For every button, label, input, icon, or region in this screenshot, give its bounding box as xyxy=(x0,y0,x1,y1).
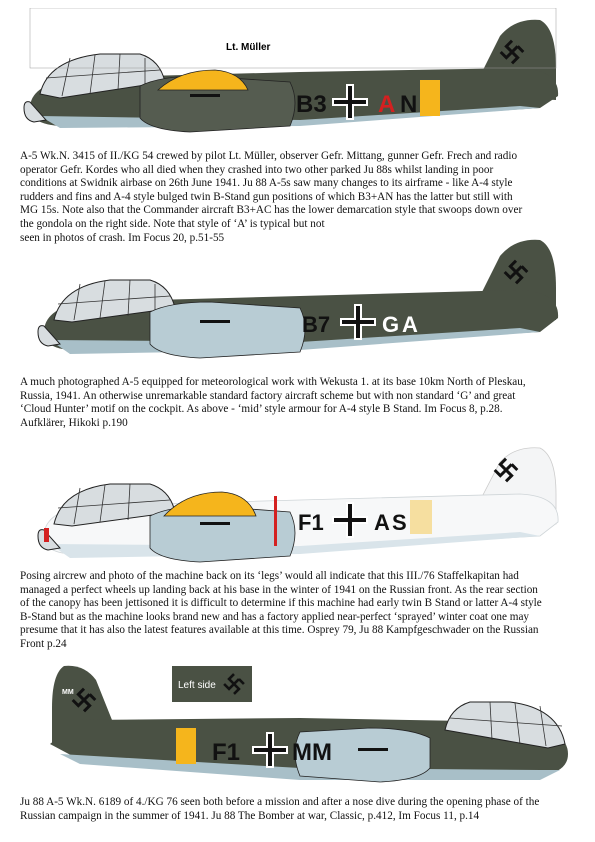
fin-code: MM xyxy=(62,689,74,696)
code-right-2: A xyxy=(402,312,418,337)
caption-line: Russian campaign in the summer of 1941. Ju 88 The Bomber at war, Classic, p.412, Im Focus 11, p.14 xyxy=(20,809,480,822)
code-right-1: A xyxy=(374,510,390,535)
caption-line: A much photographed A-5 equipped for meteorological work with Wekusta 1. at its base 10km North of Pleskau, xyxy=(20,376,526,388)
aircraft-illustration-1 xyxy=(0,8,595,150)
caption-line: the gondola on the right side. Note that style of ‘A’ is typical but not xyxy=(20,217,325,230)
caption-line: Front p.24 xyxy=(20,637,67,650)
caption-line: Russia, 1941. An otherwise unremarkable standard factory aircraft scheme but with non standard ‘G’ and great xyxy=(20,389,516,402)
caption-line: conditions at Swidnik airbase on 26th June 1941. Ju 88 A-5s saw many changes to its airframe - like A-4 style xyxy=(20,177,513,190)
caption-line: Posing aircrew and photo of the machine back on its ‘legs’ would all indicate that this III./76 Staffelkapitan had xyxy=(20,570,519,582)
caption-line: of the canopy has been jettisoned it is difficult to determine if this machine had early twin B Stand or latter A-4 style xyxy=(20,597,542,610)
caption-4 xyxy=(20,796,580,823)
code-right-2: N xyxy=(400,91,418,118)
code-left: F1 xyxy=(298,510,324,535)
aircraft-profile-3 xyxy=(0,444,595,570)
caption-line: ‘Cloud Hunter’ motif on the cockpit. As above - ‘mid’ style armour for A-4 style B Stand. Im Focus 8, p.28. xyxy=(20,403,503,416)
caption-line: Ju 88 A-5 Wk.N. 6189 of 4./KG 76 seen both before a mission and after a nose dive during the opening phase of the xyxy=(20,796,540,808)
caption-line: MG 15s. Note also that the Commander aircraft B3+AC has the lower demarcation style that swoops down over xyxy=(20,204,523,217)
caption-line: operator Gefr. Kordes who all died when they crashed into two other parked Ju 88s whilst landing in poor xyxy=(20,163,494,176)
caption-line: presume that it has also the latest features available at this time. Osprey 79, Ju 88 Kampfgeschwader on the Russian xyxy=(20,624,539,637)
caption-line: A-5 Wk.N. 3415 of II./KG 54 crewed by pilot Lt. Müller, observer Gefr. Mittang, gunner Gefr. Frech and radio xyxy=(20,150,518,162)
code-left: B7 xyxy=(302,312,331,337)
aircraft-illustration-4 xyxy=(0,658,595,794)
caption-3 xyxy=(20,570,580,652)
aircraft-profile-4 xyxy=(0,658,595,794)
aircraft-profile-1 xyxy=(0,8,595,150)
caption-2 xyxy=(20,376,580,430)
aircraft-illustration-2 xyxy=(0,236,595,372)
inset-label: Left side xyxy=(178,680,216,691)
caption-1 xyxy=(20,150,580,245)
caption-line: Aufklärer, Hikoki p.190 xyxy=(20,416,128,429)
code-right-2: S xyxy=(392,510,407,535)
code-left: B3 xyxy=(296,91,327,118)
code-right-1: G xyxy=(382,312,400,337)
code-right: MM xyxy=(292,739,332,766)
caption-line: seen in photos of crash. Im Focus 20, p.51-55 xyxy=(20,231,225,244)
aircraft-profile-2 xyxy=(0,236,595,372)
pilot-label: Lt. Müller xyxy=(226,42,271,53)
caption-line: managed a perfect wheels up landing back at his base in the winter of 1941 on the Russian front. As the rear section xyxy=(20,583,538,596)
caption-line: B-Stand but as the machine looks brand new and has a factory applied near-perfect ‘sprayed’ winter coat one may xyxy=(20,610,530,623)
code-right-1: A xyxy=(378,91,396,118)
aircraft-illustration-3 xyxy=(0,444,595,570)
code-left: F1 xyxy=(212,739,241,766)
caption-line: rudders and fins and A-4 style bulged twin B-Stand gun positions of which B3+AN has the latter but still with xyxy=(20,190,513,203)
